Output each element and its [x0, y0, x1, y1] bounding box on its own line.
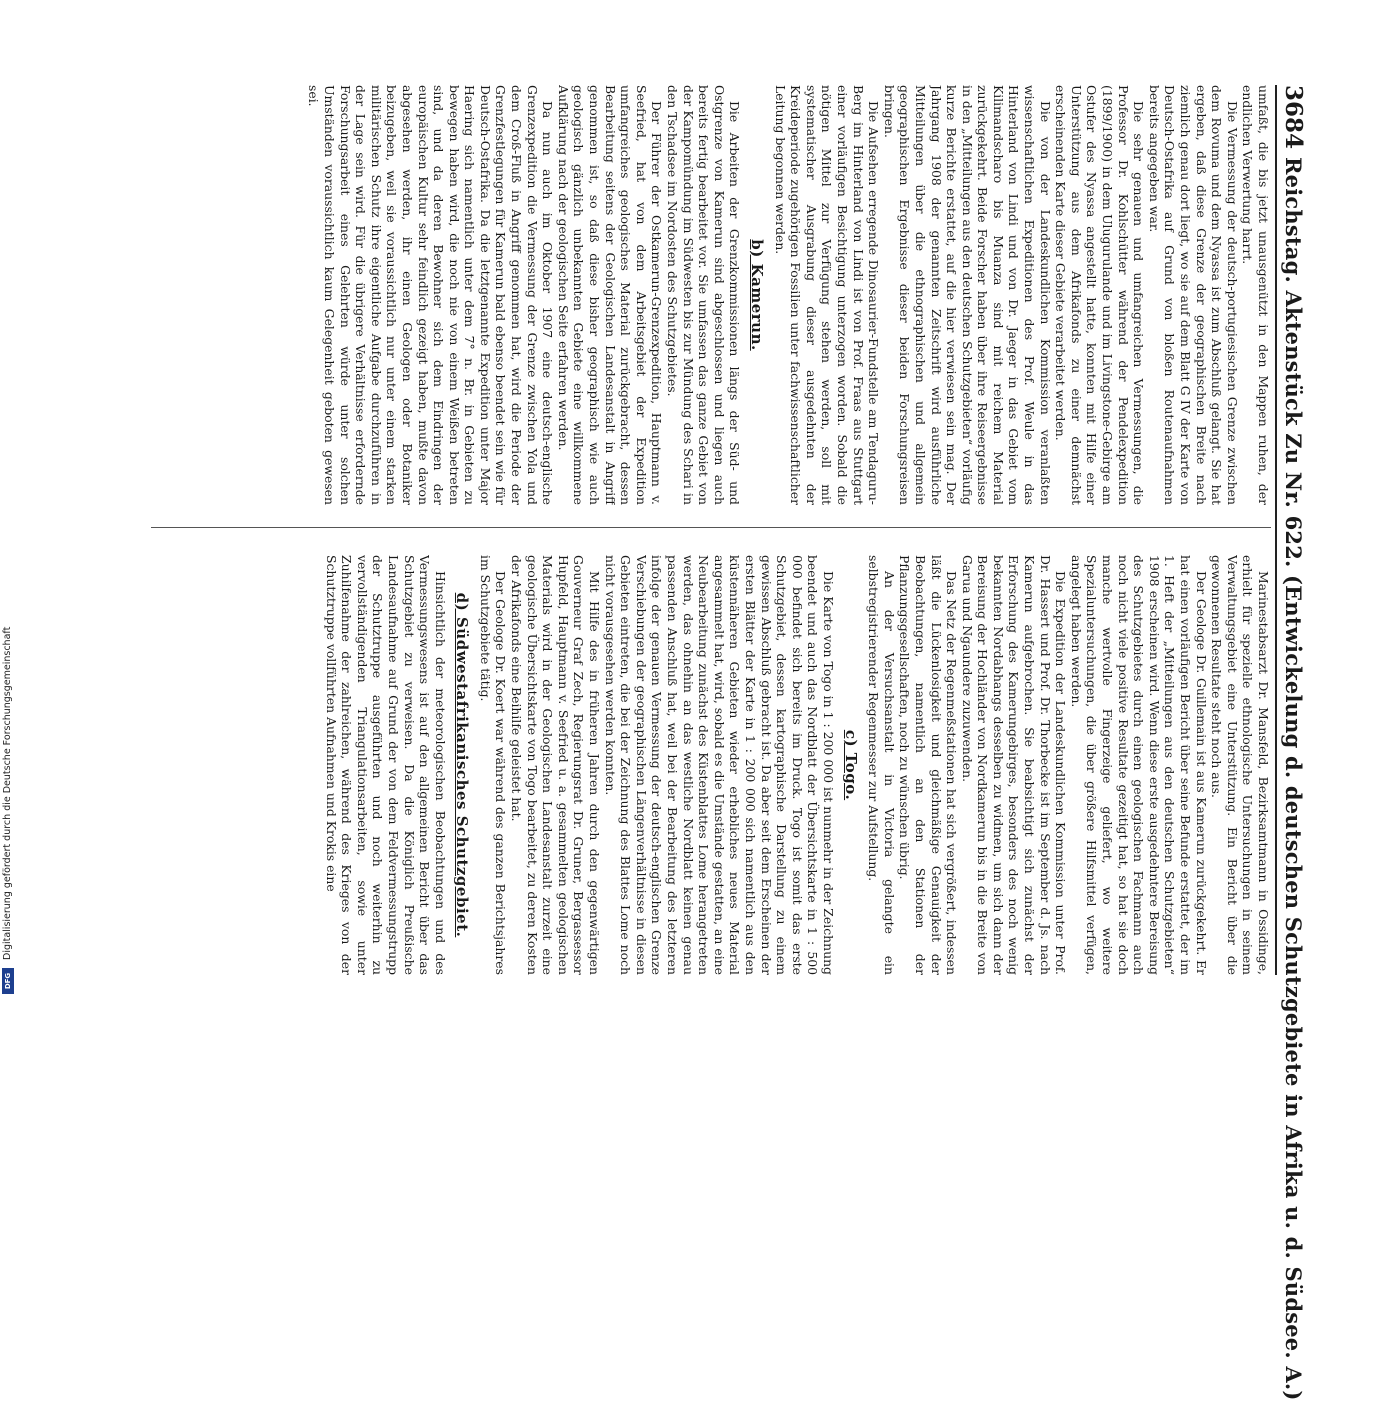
- paragraph: Da nun auch im Oktober 1907 eine deutsch-englische Grenzexpedition die Vermessung der Grenze zwischen Yola und dem Croß-Fluß in Angriff genommen hat, wird die Periode der Grenzfestlegungen für Kamerun bald ebenso beendet sein wie für Deutsch-Ostafrika. Da die letztgenannte Expedition unter Major Haering sich namentlich unter dem 7° n. Br. in Gebieten zu bewegen haben wird, die noch nie von einem Weißen betreten sind, und da deren Bewohner sich dem Eindringen der europäischen Kultur sehr feindlich gezeigt haben, mußte davon abgesehen werden, ihr einen Geologen oder Botaniker beizugeben, weil sie voraussichtlich nur unter einem starken militärischen Schutz ihre eigentliche Aufgabe durchzuführen in der Lage sein wird. Für die übrigere Verhältnisse erfordernde Forschungsarbeit eines Gelehrten würde unter solchen Umständen voraussichtlich kaum Gelegenheit geboten gewesen sei.: [306, 85, 556, 505]
- paragraph: Die Expedition der Landeskundlichen Kommission unter Prof. Dr. Hassert und Prof. Dr. Thorbecke ist im September d. Js. nach Kamerun aufgebrochen. Sie beabsichtigt sich zunächst der Erforschung des Kamerungebirges, besonders des noch wenig bekannten Nordabhangs desselben zu widmen, um sich dann der Bereisung der Hochländer von Nordkamerun bis in die Breite von Garua und Ngaundere zuzuwenden.: [959, 555, 1069, 975]
- paragraph: Der Geologe Dr. Koert war während des ganzen Berichtsjahres im Schutzgebiete tätig.: [477, 555, 509, 975]
- paragraph: Der Geologe Dr. Guillemain ist aus Kamerun zurückgekehrt. Er hat einen vorläufigen Bericht über seine Befunde erstattet, der im 1. Heft der „Mitteilungen aus den deutschen Schutzgebieten“ 1908 erscheinen wird. Wenn diese erste ausgedehntere Bereisung des Schutzgebietes durch einen geologischen Fachmann auch noch nicht viele positive Resultate gezeitigt hat, so hat sie doch manche wertvolle Fingerzeige geliefert, wo weitere Spezialuntersuchungen, die über größere Hilfsmittel verfügen, angelegt haben werden.: [1068, 555, 1209, 975]
- page-header: [1275, 85, 1311, 1401]
- paragraph: Die von der Landeskundlichen Kommission veranlaßten wissenschaftlichen Expeditionen des Prof. Weule in das Hinterland von Lindi und von Dr. Jaeger in das Gebiet vom Kilimandscharo bis Muanza sind mit reichem Material zurückgekehrt. Beide Forscher haben über ihre Reiseergebnisse in den „Mitteilungen aus den deutschen Schutzgebieten“ vorläufig kurze Berichte erstattet, auf die hier verwiesen sein mag. Der Jahrgang 1908 der genannten Zeitschrift wird ausführliche Mitteilungen über die ethnographischen und allgemein geographischen Ergebnisse dieser beiden Forschungsreisen bringen.: [881, 85, 1053, 505]
- page-number: 3684: [1280, 85, 1308, 150]
- paragraph: Die Arbeiten der Grenzkommissionen längs der Süd- und Ostgrenze von Kamerun sind abgeschlossen und liegen auch bereits fertig bearbeitet vor. Sie umfassen das ganze Gebiet von der Kampomündung im Südwesten bis zur Mündung des Schari in den Tschadsee im Nordosten des Schutzgebietes.: [665, 85, 743, 505]
- paragraph: Marinestabsarzt Dr. Mansfeld, Bezirksamtmann in Ossidinge, erhielt für spezielle ethnologische Untersuchungen in seinem Verwaltungsgebiet eine Unterstützung. Ein Bericht über die gewonnenen Resultate steht noch aus.: [1209, 555, 1271, 975]
- paragraph: Die sehr genauen und umfangreichen Vermessungen, die Professor Dr. Kohlschütter während der Pendelexpedition (1899/1900) in dem Ulugurulande und im Livingstone-Gebirge am Ostufer des Nyassa angestellt hatte, konnten mit Hilfe einer Unterstützung aus dem Afrikafonds zu einer demnächst erscheinenden Karte dieser Gebiete verarbeitet werden.: [1053, 85, 1147, 505]
- paragraph: umfaßt, die bis jetzt unausgenützt in den Mappen ruhen, der endlichen Verwertung harrt.: [1240, 85, 1271, 505]
- dfg-logo: [2, 968, 14, 994]
- dfg-logo-label: DFG: [4, 972, 12, 990]
- page-title: Reichstag. Aktenstück Zu Nr. 622. (Entwickelung d. deutschen Schutzgebiete in Afrika u. d. Südsee. A.): [1281, 157, 1307, 1401]
- section-heading-kamerun: b) Kamerun.: [748, 239, 766, 351]
- paragraph: Die Aufsehen erregende Dinosaurier-Fundstelle am Tendaguru-Berg im Hinterland von Lindi ist von Prof. Fraas aus Stuttgart einer vorläufigen Besichtigung unterzogen worden. Sobald die nötigen Mittel zur Verfügung stehen werden, soll mit systematischer Ausgrabung dieser ausgedehnten der Kreideperiode zugehörigen Fossilien unter fachwissenschaftlicher Leitung begonnen werden.: [772, 85, 882, 505]
- right-column: [91, 555, 1271, 975]
- paragraph: Die Karte von Togo in 1 : 200 000 ist nunmehr in der Zeichnung beendet und auch das Nordblatt der Übersichtskarte in 1 : 500 000 befindet sich bereits im Druck. Togo ist somit das erste Schutzgebiet, dessen kartographische Darstellung zu einem gewissen Abschluß gebracht ist. Da aber seit dem Erscheinen der ersten Blätter der Karte in 1 : 200 000 sich namentlich aus den küstennäheren Gebieten wieder erhebliches neues Material angesammelt hat, wird, sobald es die Umstände gestatten, an eine Neubearbeitung zunächst des Küstenblattes Lome herangetreten werden, das ohnehin an das westliche Nordblatt keinen genau passenden Anschluß hat, weil bei der Bearbeitung des letzteren infolge der genauen Vermessung der deutsch-englischen Grenze Verschiebungen der geographischen Längenverhältnisse in diesen Gebieten eintreten, die bei der Zeichnung des Blattes Lome noch nicht vorausgesehen werden konnten.: [602, 555, 836, 975]
- section-heading-togo: c) Togo.: [841, 729, 860, 801]
- paragraph: Das Netz der Regenmeßstationen hat sich vergrößert, indessen läßt die Lückenlosigkeit und gleichmäßige Genauigkeit der Beobachtungen, namentlich an den Stationen der Pflanzungsgesellschaften, noch zu wünschen übrig.: [897, 555, 960, 975]
- paragraph: Der Führer der Ostkamerun-Grenzexpedition, Hauptmann v. Seefried, hat von dem Arbeitsgebiet der Expedition umfangreiches geologisches Material zurückgebracht, dessen Bearbeitung seitens der Geologischen Landesanstalt in Angriff genommen ist, so daß diese bisher geographisch wie auch geologisch gänzlich unbekannten Gebiete eine willkommene Aufklärung nach der geologischen Seite erfahren werden.: [555, 85, 665, 505]
- digitization-note: [2, 0, 14, 1000]
- column-divider: [151, 527, 1271, 528]
- paragraph: Die Vermessung der deutsch-portugiesischen Grenze zwischen dem Rovuma und dem Nyassa ist zum Abschluß gelangt. Sie hat ergeben, daß diese Grenze der geographischen Breite nach ziemlich genau dort liegt, wo sie auf dem Blatt G IV der Karte von Deutsch-Ostafrika auf Grund von bloßen Routenaufnahmen bereits angegeben war.: [1146, 85, 1240, 505]
- paragraph: Mit Hilfe des in früheren Jahren durch den gegenwärtigen Gouverneur Graf Zech, Regierungsrat Dr. Gruner, Bergassessor Hupfeld, Hauptmann v. Seefried u. a. gesammelten geologischen Materials wird in der Geologischen Landesanstalt zurzeit eine geologische Übersichtskarte von Togo bearbeitet, zu deren Kosten der Afrikafonds eine Beihilfe geleistet hat.: [509, 555, 603, 975]
- section-heading-suedwestafrika: d) Südwestafrikanisches Schutzgebiet.: [453, 592, 472, 938]
- paragraph: Hinsichtlich der meteorologischen Beobachtungen und des Vermessungswesens ist auf den allgemeinen Bericht über das Schutzgebiet zu verweisen. Da die Königlich Preußische Landesaufnahme auf Grund der von dem Feldvermessungstrupp der Schutztruppe ausgeführten und noch weiterhin zu vervollständigenden Triangulationsarbeiten, sowie unter Zuhilfenahme der zahlreichen, während des Krieges von der Schutztruppe vollführten Aufnahmen und Krokis eine: [323, 555, 448, 975]
- left-column: [91, 85, 1271, 505]
- paragraph: An der Versuchsanstalt in Victoria gelangte ein selbstregistrierender Regenmesser zur Aufstellung.: [866, 555, 897, 975]
- digitization-note-text: Digitalisierung gefördert durch die Deutsche Forschungsgemeinschaft: [2, 626, 13, 960]
